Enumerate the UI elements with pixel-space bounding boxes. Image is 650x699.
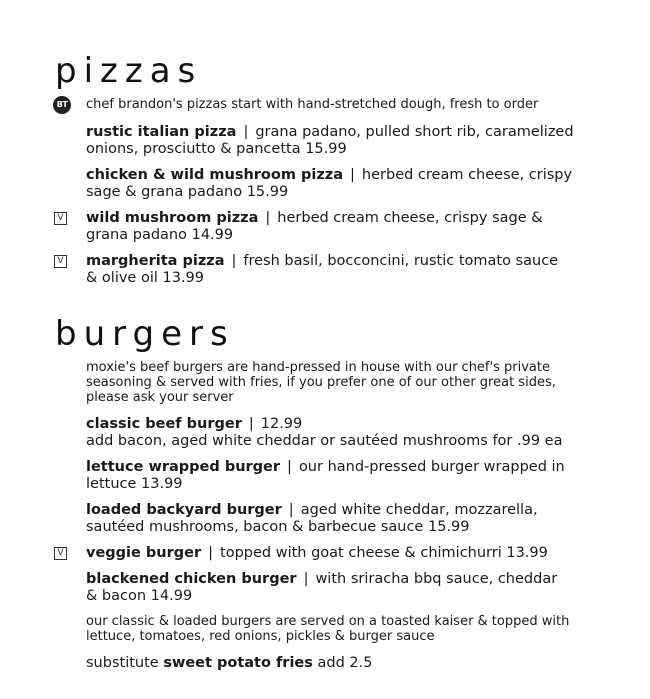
menu-item-veggie-burger: veggie burger | topped with goat cheese & chimichurri 13.99: [86, 545, 548, 561]
substitute-line: substitute sweet potato fries add 2.5: [86, 655, 373, 671]
menu-item-rustic-italian-pizza: rustic italian pizza | grana padano, pulled short rib, caramelized: [86, 124, 574, 140]
vegetarian-icon: V: [54, 547, 67, 560]
menu-item-lettuce-wrapped-burger: lettuce wrapped burger | our hand-pressed burger wrapped in: [86, 459, 565, 475]
burgers-note: our classic & loaded burgers are served on a toasted kaiser & topped with: [86, 614, 570, 629]
menu-item-desc: sautéed mushrooms, bacon & barbecue sauce 15.99: [86, 519, 470, 535]
menu-item-desc: & olive oil 13.99: [86, 270, 205, 286]
chef-badge-icon: BT: [53, 96, 71, 114]
menu-item-margherita-pizza: margherita pizza | fresh basil, bocconcini, rustic tomato sauce: [86, 253, 559, 269]
pizzas-heading: pizzas: [55, 51, 203, 91]
menu-item-desc: grana padano 14.99: [86, 227, 234, 243]
burgers-intro: moxie's beef burgers are hand-pressed in house with our chef's private: [86, 360, 550, 375]
menu-item-desc: & bacon 14.99: [86, 588, 193, 604]
menu-item-wild-mushroom-pizza: wild mushroom pizza | herbed cream cheese, crispy sage &: [86, 210, 543, 226]
menu-item-desc: onions, prosciutto & pancetta 15.99: [86, 141, 347, 157]
menu-item-desc: sage & grana padano 15.99: [86, 184, 289, 200]
pizzas-intro: chef brandon's pizzas start with hand-stretched dough, fresh to order: [86, 97, 539, 112]
menu-item-classic-beef-burger: classic beef burger | 12.99: [86, 416, 303, 432]
menu-item-desc: add bacon, aged white cheddar or sautéed mushrooms for .99 ea: [86, 433, 563, 449]
burgers-intro: please ask your server: [86, 390, 234, 405]
vegetarian-icon: V: [54, 212, 67, 225]
menu-item-loaded-backyard-burger: loaded backyard burger | aged white cheddar, mozzarella,: [86, 502, 538, 518]
menu-item-desc: lettuce 13.99: [86, 476, 183, 492]
burgers-heading: burgers: [55, 314, 235, 354]
menu-item-chicken-mushroom-pizza: chicken & wild mushroom pizza | herbed cream cheese, crispy: [86, 167, 573, 183]
vegetarian-icon: V: [54, 255, 67, 268]
burgers-intro: seasoning & served with fries, if you prefer one of our other great sides,: [86, 375, 556, 390]
menu-item-blackened-chicken-burger: blackened chicken burger | with sriracha bbq sauce, cheddar: [86, 571, 558, 587]
burgers-note: lettuce, tomatoes, red onions, pickles & burger sauce: [86, 629, 435, 644]
